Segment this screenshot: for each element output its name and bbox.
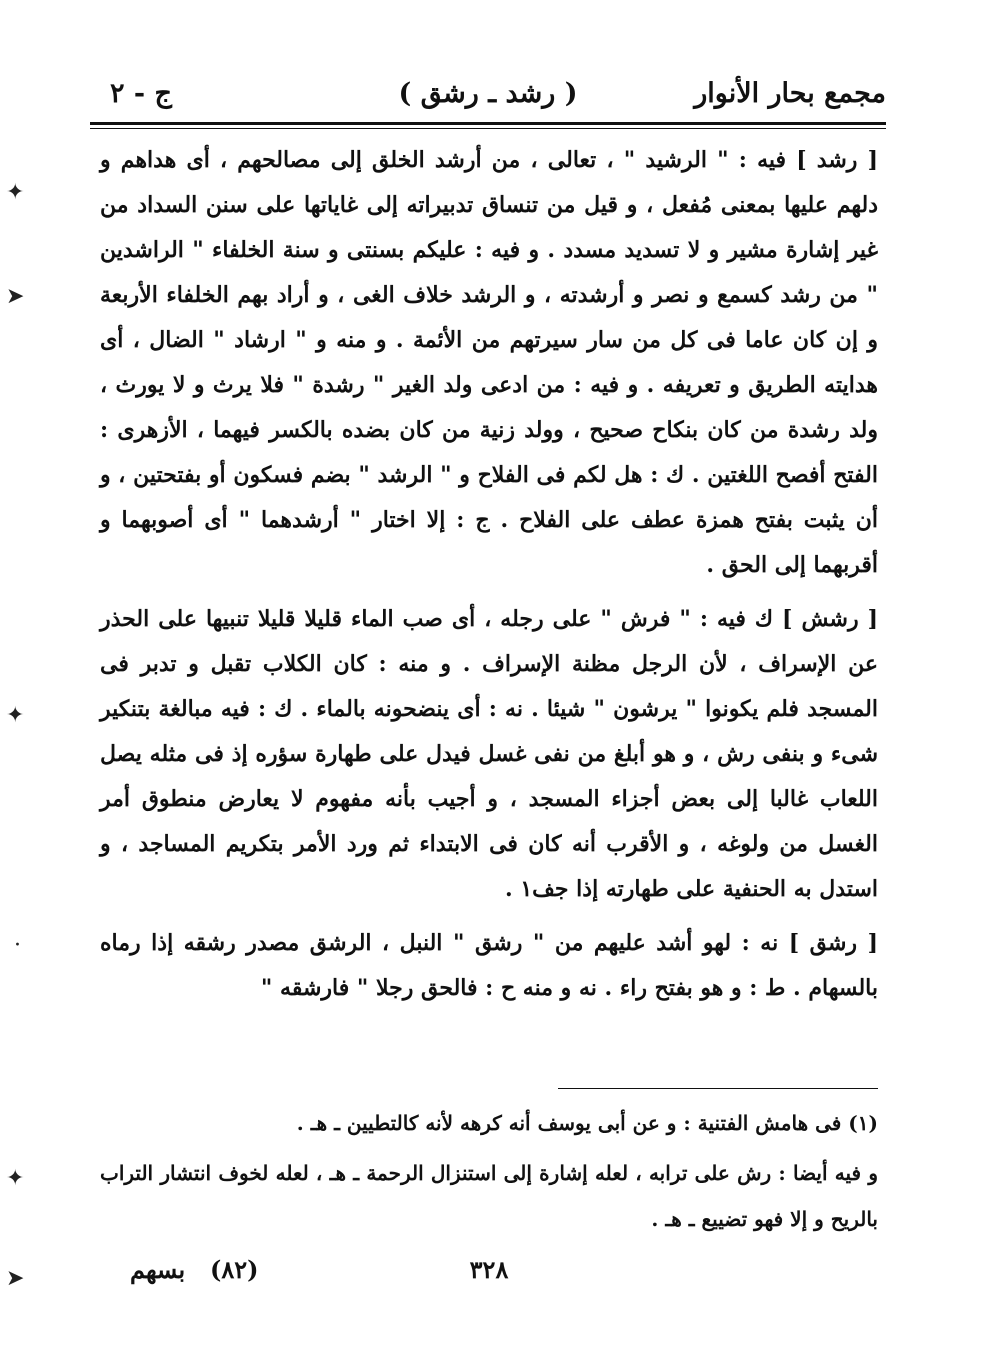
header-rule-thin [90, 128, 886, 129]
margin-mark-icon: ➤ [6, 1266, 25, 1291]
running-header [90, 78, 886, 122]
margin-mark-icon: ✦ [6, 703, 25, 728]
footnote-2: و فيه أيضا : رش على ترابه ، لعله إشارة إلى استنزال الرحمة ـ هـ ، لعله لخوف انتشار التراب بالريح و إلا فهو تضييع ـ هـ . [100, 1161, 878, 1231]
entry-rushd: [ رشد ] فيه : " الرشيد " ، تعالى ، من أرشد الخلق إلى مصالحهم ، أى هداهم و دلهم عليها بمعنى مُفعل ، و قيل من تنساق تدبيراته إلى غاياتها على سنن السداد من غير إشارة مشير و لا تسديد مسدد . و فيه : عليكم بسنتى و سنة الخلفاء " الراشدين " من رشد كسمع و نصر و أرشدته ، و الرشد خلاف الغى ، و أراد بهم الخلفاء الأربعة و إن كان عاما فى كل من سار سيرتهم من الأئمة . و منه و " ارشاد " الضال ، أى هدايته الطريق و تعريفه . و فيه : من ادعى ولد الغير " رشدة " فلا يرث و لا يورث ، ولد رشدة من كان بنكاح صحيح ، وولد زنية من كان بضده بالكسر فيهما ، الأزهرى : الفتح أفصح اللغتين . ك : هل لكم فى الفلاح و " الرشد " بضم فسكون أو بفتحتين ، و أن يثبت بفتح همزة عطف على الفلاح . ج : إلا اختار " أرشدهما " أى أصوبهما و أقربهما إلى الحق . [100, 147, 878, 578]
footnotes [100, 1100, 878, 1246]
entry-rashaq: [ رشق ] نه : لهو أشد عليهم من " رشق " النبل ، الرشق مصدر رشقه إذا رماه بالسهام . ط : و هو بفتح راء . نه و منه ح : فالحق رجلا " فارشقه " [100, 930, 878, 1001]
header-rule [90, 122, 886, 125]
book-title: مجمع بحار الأنوار [694, 78, 886, 109]
volume-number: ج - ٢ [110, 78, 172, 109]
margin-mark-icon: ✦ [6, 180, 25, 205]
page-footer [100, 1255, 878, 1295]
main-text [100, 138, 878, 1020]
margin-dot-icon: · [14, 933, 21, 958]
footnote-1: (١) فى هامش الفتنية : و عن أبى يوسف أنه كرهه لأنه كالتطيين ـ هـ . [296, 1111, 878, 1135]
page-number: ٣٢٨ [469, 1255, 509, 1284]
signature-mark: (٨٢) [210, 1255, 259, 1284]
margin-mark-icon: ➤ [6, 284, 25, 309]
footnote-rule [558, 1088, 878, 1089]
entry-range: ( رشد ـ رشق ) [398, 78, 578, 109]
catch-word: بسهم [130, 1255, 186, 1284]
entry-rashash: [ رشش ] ك فيه : " فرش " على رجله ، أى صب الماء قليلا قليلا تنبيها على الحذر عن الإسراف ، لأن الرجل مظنة الإسراف . و منه : كان الكلاب تقبل و تدبر فى المسجد فلم يكونوا " يرشون " شيئا . نه : أى ينضحونه بالماء . ك : فيه مبالغة بتنكير شىء و بنفى رش ، و هو أبلغ من نفى غسل فيدل على طهارة سؤره إذ فى مثله يصل اللعاب غالبا إلى بعض أجزاء المسجد ، و أجيب بأنه مفهوم لا يعارض منطوق أمر الغسل من ولوغه ، و الأقرب أنه كان فى الابتداء ثم ورد الأمر بتكريم المساجد ، و استدل به الحنفية على طهارته إذا جف١ . [100, 606, 878, 902]
margin-mark-icon: ✦ [6, 1166, 25, 1191]
